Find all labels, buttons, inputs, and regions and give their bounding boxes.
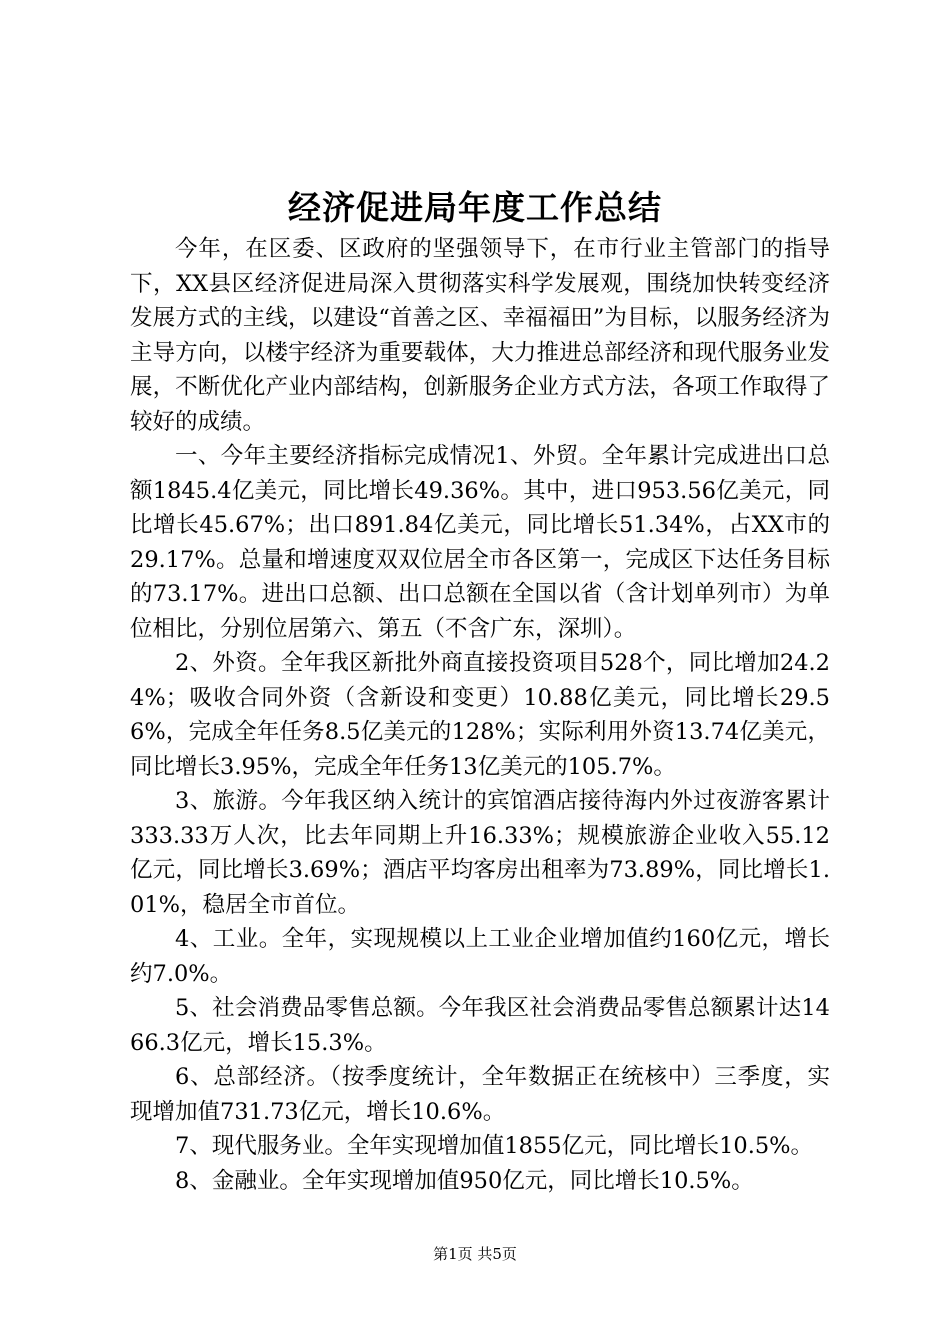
paragraph-retail-sales: 5、社会消费品零售总额。今年我区社会消费品零售总额累计达1466.3亿元，增长15.3%。 xyxy=(130,995,830,1056)
paragraph-industry: 4、工业。全年，实现规模以上工业企业增加值约160亿元，增长约7.0%。 xyxy=(130,926,830,987)
document-title: 经济促进局年度工作总结 xyxy=(288,188,662,227)
document-body xyxy=(130,232,830,1198)
paragraph-modern-services: 7、现代服务业。全年实现增加值1855亿元，同比增长10.5%。 xyxy=(175,1133,814,1159)
paragraph-foreign-investment: 2、外资。全年我区新批外商直接投资项目528个，同比增加24.24%；吸收合同外资（含新设和变更）10.88亿美元，同比增长29.56%，完成全年任务8.5亿美元的128%；实际利用外资13.74亿美元，同比增长3.95%，完成全年任务13亿美元的105.7%。 xyxy=(130,650,830,780)
paragraph-intro: 今年，在区委、区政府的坚强领导下，在市行业主管部门的指导下，XX县区经济促进局深入贯彻落实科学发展观，围绕加快转变经济发展方式的主线，以建设“首善之区、幸福福田”为目标，以服务经济为主导方向，以楼宇经济为重要载体，大力推进总部经济和现代服务业发展，不断优化产业内部结构，创新服务企业方式方法，各项工作取得了较好的成绩。 xyxy=(130,236,830,435)
paragraph-tourism: 3、旅游。今年我区纳入统计的宾馆酒店接待海内外过夜游客累计333.33万人次，比去年同期上升16.33%；规模旅游企业收入55.12亿元，同比增长3.69%；酒店平均客房出租率为73.89%，同比增长1.01%，稳居全市首位。 xyxy=(130,788,830,918)
page-footer: 第1页 共5页 xyxy=(433,1245,517,1263)
paragraph-finance: 8、金融业。全年实现增加值950亿元，同比增长10.5%。 xyxy=(175,1167,754,1194)
paragraph-foreign-trade: 一、今年主要经济指标完成情况1、外贸。全年累计完成进出口总额1845.4亿美元，同比增长49.36%。其中，进口953.56亿美元，同比增长45.67%；出口891.84亿美元，同比增长51.34%，占XX市的29.17%。总量和增速度双双位居全市各区第一，完成区下达任务目标的73.17%。进出口总额、出口总额在全国以省（含计划单列市）为单位相比，分别位居第六、第五（不含广东，深圳）。 xyxy=(130,443,830,642)
paragraph-headquarters-economy: 6、总部经济。（按季度统计，全年数据正在统核中）三季度，实现增加值731.73亿元，增长10.6%。 xyxy=(130,1064,830,1125)
